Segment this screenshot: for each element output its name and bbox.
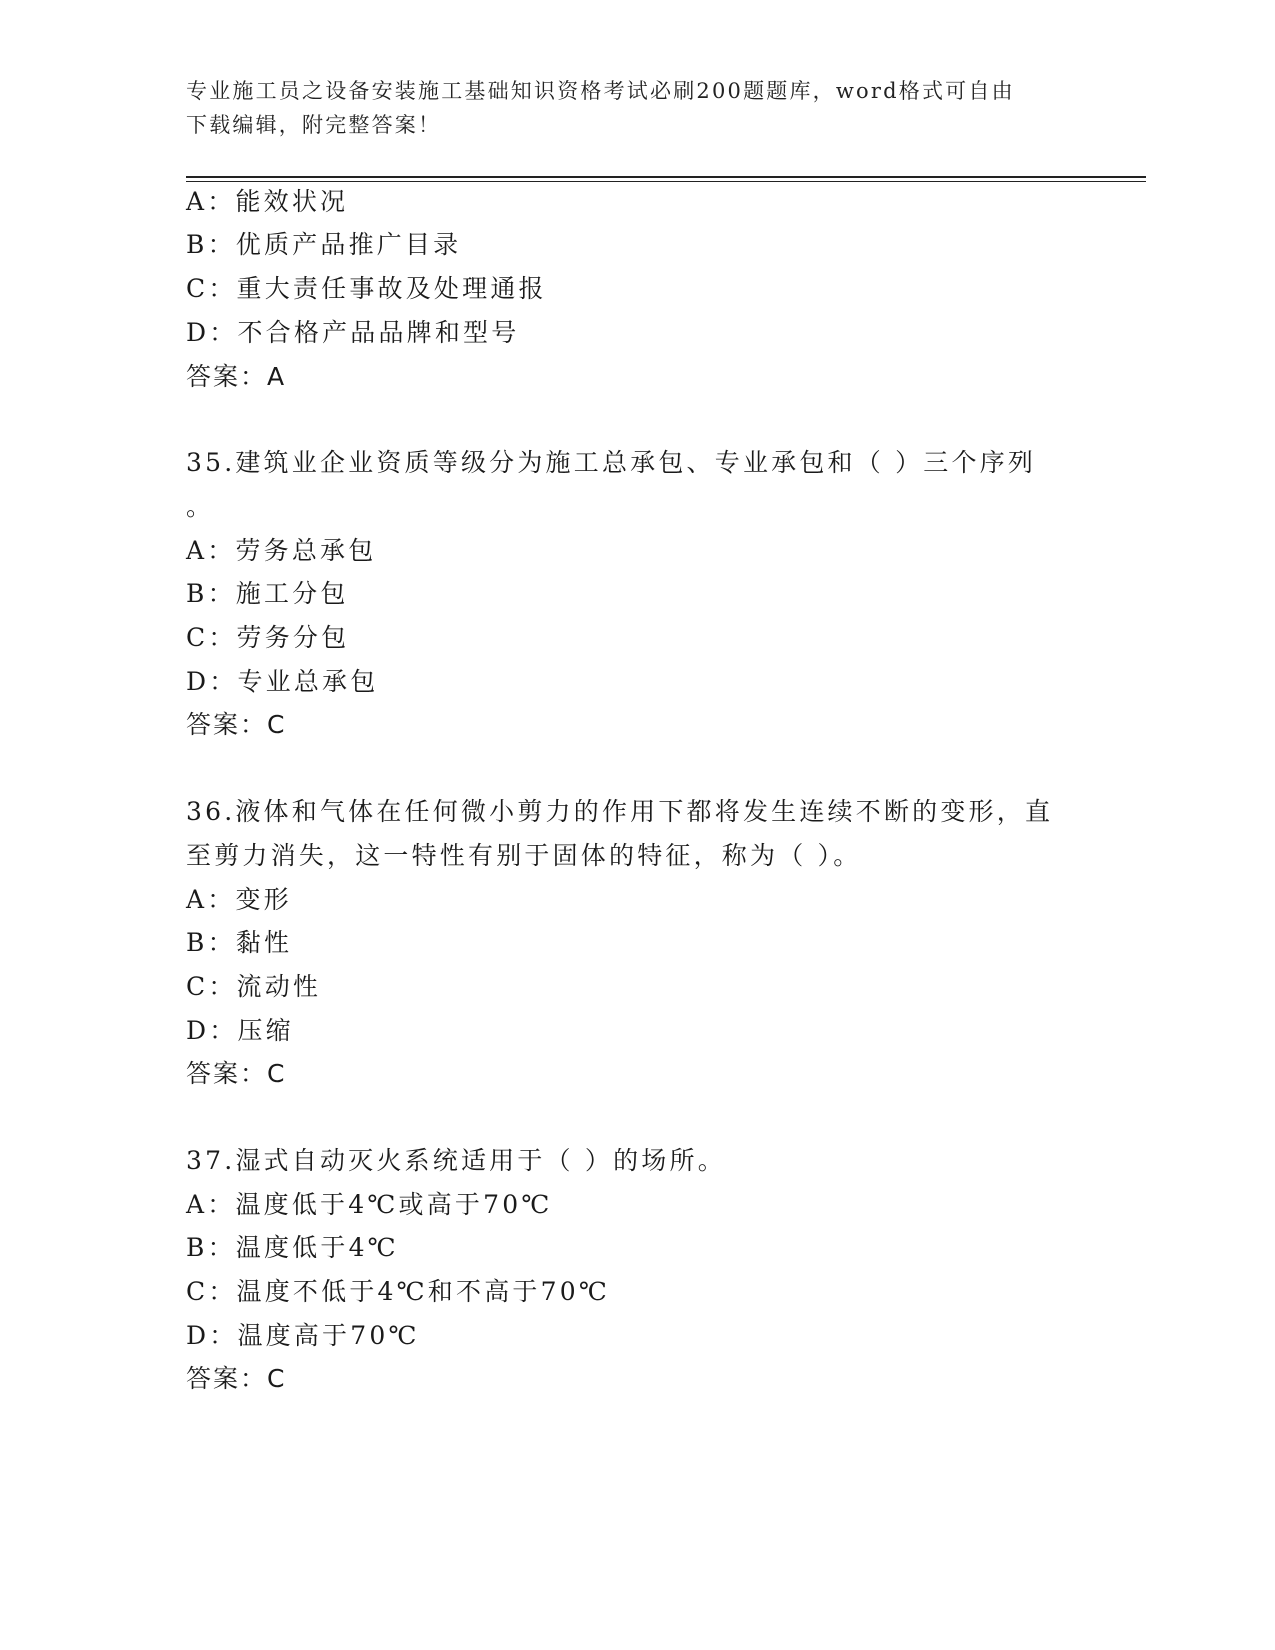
q36-stem-line-1: 36.液体和气体在任何微小剪力的作用下都将发生连续不断的变形，直 xyxy=(186,797,1054,826)
q34-option-a: A：能效状况 xyxy=(186,187,349,216)
q35-option-b: B：施工分包 xyxy=(186,579,349,608)
q37-option-b: B：温度低于4℃ xyxy=(186,1233,399,1262)
q37-option-d: D：温度高于70℃ xyxy=(186,1321,420,1350)
header-line-2: 下载编辑，附完整答案！ xyxy=(186,113,442,137)
q37-stem-line-1: 37.湿式自动灭火系统适用于（ ）的场所。 xyxy=(186,1146,726,1175)
q34-option-b: B：优质产品推广目录 xyxy=(186,230,462,259)
document-page xyxy=(186,0,1146,1650)
q35-stem-line-1: 35.建筑业企业资质等级分为施工总承包、专业承包和（ ）三个序列 xyxy=(186,448,1037,477)
q37-answer: 答案：C xyxy=(186,1364,287,1393)
q36-answer: 答案：C xyxy=(186,1059,287,1088)
header-rule-thin xyxy=(186,181,1146,182)
q37-option-c: C：温度不低于4℃和不高于70℃ xyxy=(186,1277,610,1306)
q36-option-d: D：压缩 xyxy=(186,1016,294,1045)
header-rule-thick xyxy=(186,176,1146,178)
header-line-1: 专业施工员之设备安装施工基础知识资格考试必刷200题题库，word格式可自由 xyxy=(186,79,1015,103)
q35-option-a: A：劳务总承包 xyxy=(186,536,377,565)
q37-option-a: A：温度低于4℃或高于70℃ xyxy=(186,1190,553,1219)
q35-stem-line-2: 。 xyxy=(186,492,215,521)
q36-option-a: A：变形 xyxy=(186,885,292,914)
q34-answer: 答案：A xyxy=(186,362,287,391)
q34-option-d: D：不合格产品品牌和型号 xyxy=(186,318,520,347)
q36-option-b: B：黏性 xyxy=(186,928,293,957)
q34-option-c: C：重大责任事故及处理通报 xyxy=(186,274,547,303)
document-header xyxy=(186,74,1086,142)
q35-option-c: C：劳务分包 xyxy=(186,623,350,652)
q35-option-d: D：专业总承包 xyxy=(186,667,379,696)
q36-stem-line-2: 至剪力消失，这一特性有别于固体的特征，称为（ ）。 xyxy=(186,841,862,870)
q36-option-c: C：流动性 xyxy=(186,972,322,1001)
q35-answer: 答案：C xyxy=(186,710,287,739)
